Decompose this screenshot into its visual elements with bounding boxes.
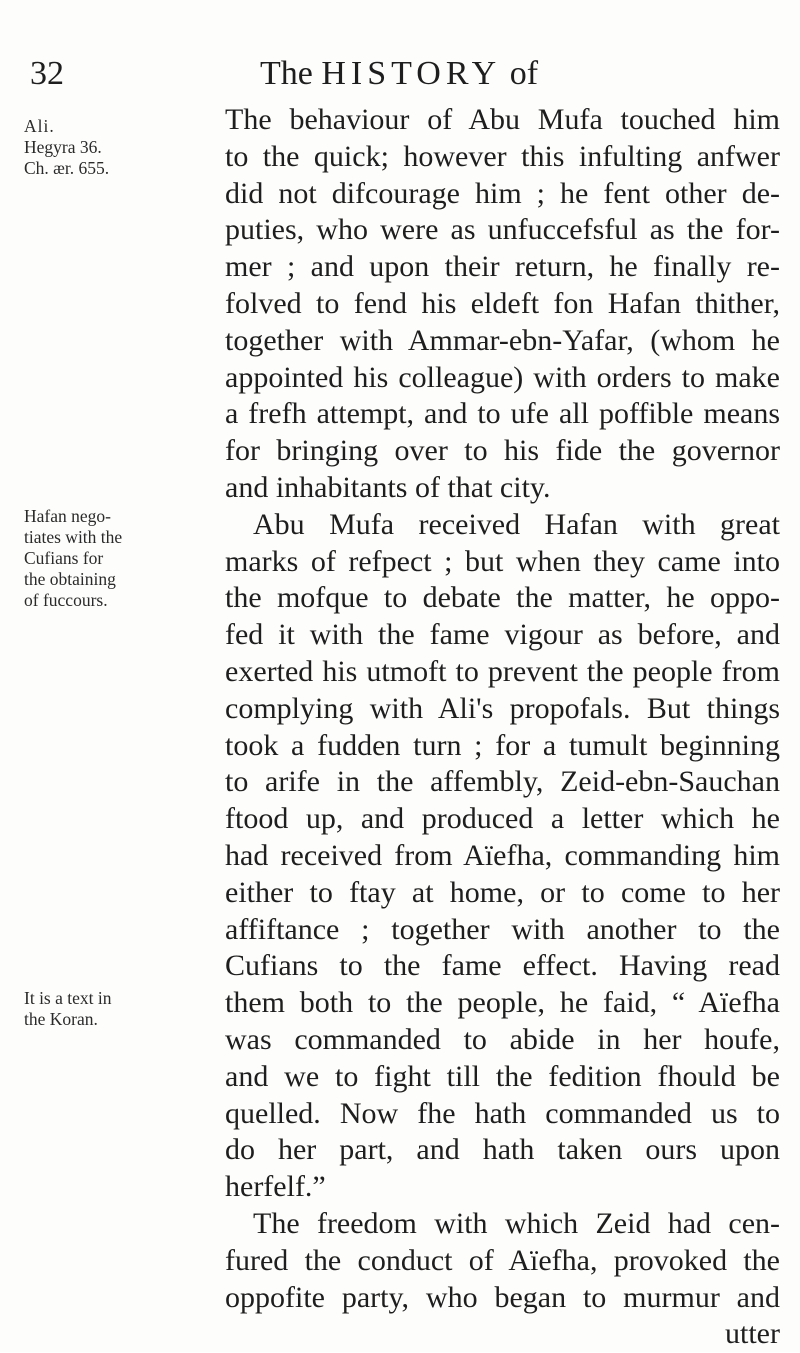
text-line: fured the conduct of Aïefha, provoked the — [225, 1243, 780, 1277]
margin-note-line: of fuccours. — [24, 590, 108, 610]
text-line: to the quick; however this infulting anfwer — [225, 139, 780, 173]
margin-note-hafan — [24, 506, 138, 611]
page-number: 32 — [30, 55, 64, 92]
text-line: was commanded to abide in her houfe, — [225, 1022, 780, 1056]
text-line: and inhabitants of that city. — [225, 470, 551, 504]
margin-note-line: Ch. ær. 655. — [24, 158, 110, 178]
text-line: The freedom with which Zeid had cen- — [253, 1206, 780, 1240]
margin-note-line: the obtaining — [24, 569, 116, 589]
text-line: a frefh attempt, and to ufe all poffible means — [225, 397, 780, 431]
text-line: exerted his utmoft to prevent the people from — [225, 654, 780, 688]
text-line: together with Ammar-ebn-Yafar, (whom he — [225, 323, 780, 357]
text-line: mer ; and upon their return, he finally re- — [225, 250, 780, 284]
text-line: ftood up, and produced a letter which he — [225, 802, 780, 836]
body-text — [225, 102, 780, 1353]
text-line: to arife in the affembly, Zeid-ebn-Sauchan — [225, 765, 780, 799]
text-line: had received from Aïefha, commanding him — [225, 838, 780, 872]
margin-note-date — [24, 116, 138, 179]
text-line: herfelf.” — [225, 1170, 326, 1204]
text-line: quelled. Now fhe hath commanded us to — [225, 1096, 780, 1130]
running-head-caps: HISTORY — [321, 55, 502, 92]
running-head — [260, 52, 538, 96]
margin-note-line: Ali. — [24, 116, 55, 136]
text-line: fed it with the fame vigour as before, and — [225, 618, 780, 652]
running-head-suffix: of — [501, 55, 539, 92]
margin-note-line: Hegyra 36. — [24, 137, 102, 157]
margin-note-line: tiates with the — [24, 527, 123, 547]
margin-note-line: Cufians for — [24, 548, 104, 568]
margin-note-koran — [24, 988, 138, 1030]
text-line: puties, who were as unfuccefsful as the for- — [225, 213, 780, 247]
catchword: utter — [725, 1317, 780, 1351]
text-line: appointed his colleague) with orders to make — [225, 360, 780, 394]
margin-note-line: It is a text in — [24, 988, 112, 1008]
text-line: the mofque to debate the matter, he oppo- — [225, 581, 780, 615]
text-line: do her part, and hath taken ours upon — [225, 1133, 780, 1167]
text-line: them both to the people, he faid, “ Aïefha — [225, 986, 780, 1020]
running-head-prefix: The — [260, 55, 322, 92]
text-line: did not difcourage him ; he fent other de- — [225, 176, 780, 210]
text-line: took a fudden turn ; for a tumult beginning — [225, 728, 780, 762]
text-line: and we to fight till the fedition fhould be — [225, 1059, 780, 1093]
margin-note-line: the Koran. — [24, 1009, 98, 1029]
text-line: marks of refpect ; but when they came into — [225, 544, 780, 578]
text-line: complying with Ali's propofals. But things — [225, 691, 780, 725]
text-line: Cufians to the fame effect. Having read — [225, 949, 780, 983]
text-line: affiftance ; together with another to the — [225, 912, 780, 946]
text-line: Abu Mufa received Hafan with great — [253, 507, 780, 541]
margin-note-line: Hafan nego- — [24, 506, 111, 526]
text-line: for bringing over to his fide the governor — [225, 434, 780, 468]
text-line: folved to fend his eldeft fon Hafan thither, — [225, 286, 780, 320]
text-line: The behaviour of Abu Mufa touched him — [225, 103, 780, 136]
page-header — [30, 52, 770, 102]
text-line: either to ftay at home, or to come to her — [225, 875, 780, 909]
text-line: oppofite party, who began to murmur and — [225, 1280, 780, 1314]
